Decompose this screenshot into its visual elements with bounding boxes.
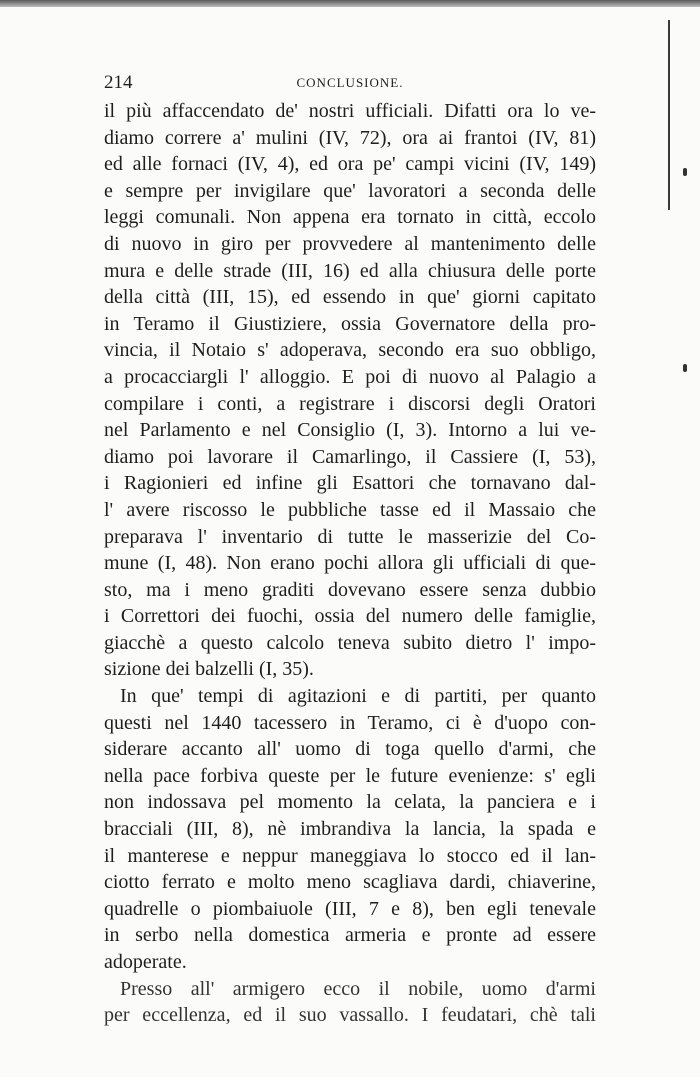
text-line: e sempre per invigilare que' lavoratori a seconda delle [104,179,596,202]
text-line: non indossava pel momento la celata, la panciera e i [104,791,596,814]
text-line: quadrelle o piombaiuole (III, 7 e 8), ben egli tenevale [104,897,596,920]
paragraph-end-line: sizione dei balzelli (I, 35). [104,658,314,681]
paragraph-end-line: adoperate. [104,951,187,973]
text-line: i Ragionieri ed infine gli Esattori che tornavano dal- [104,472,596,495]
text-line: diamo correre a' mulini (IV, 72), ora ai frantoi (IV, 81) [104,126,596,149]
text-line: l' avere riscosso le pubbliche tasse ed il Massaio che [104,498,596,521]
page-right-edge [668,20,670,210]
text-line: siderare accanto all' uomo di toga quello d'armi, che [104,738,596,761]
text-line: il più affaccendato de' nostri ufficiali. Difatti ora lo ve- [104,100,596,122]
page-number: 214 [104,72,133,93]
text-line: a procacciargli l' alloggio. E poi di nuovo al Palagio a [104,365,596,388]
text-line: nella pace forbiva queste per le future evenienze: s' egli [104,764,596,787]
text-line: leggi comunali. Non appena era tornato in città, eccolo [104,206,596,229]
text-line: giacchè a questo calcolo teneva subito dietro l' impo- [104,631,596,654]
text-line: ciotto ferrato e molto meno scagliava dardi, chiaverine, [104,871,596,894]
margin-mark [683,364,687,372]
text-line: i Correttori dei fuochi, ossia del numero delle famiglie, [104,605,596,628]
text-line: della città (III, 15), ed essendo in que' giorni capitato [104,286,596,309]
text-line: diamo poi lavorare il Camarlingo, il Cassiere (I, 53), [104,445,596,468]
body-text [104,98,596,1029]
margin-mark [683,168,687,176]
text-line: preparava l' inventario di tutte le masserizie del Co- [104,525,596,548]
text-line: questi nel 1440 tacessero in Teramo, ci è d'uopo con- [104,711,596,734]
text-line: bracciali (III, 8), nè imbrandiva la lancia, la spada e [104,818,596,841]
text-line: di nuovo in giro per provvedere al mantenimento delle [104,232,596,255]
page-top-edge [0,0,700,7]
text-line: per eccellenza, ed il suo vassallo. I feudatari, chè tali [104,1004,596,1027]
paragraph-first-line: Presso all' armigero ecco il nobile, uomo d'armi [120,977,596,1000]
text-line: compilare i conti, a registrare i discorsi degli Oratori [104,392,596,415]
text-line: vincia, il Notaio s' adoperava, secondo era suo obbligo, [104,339,596,362]
text-line: mura e delle strade (III, 16) ed alla chiusura delle porte [104,259,596,282]
page-header [104,72,596,96]
text-line: in Teramo il Giustiziere, ossia Governatore della pro- [104,312,596,335]
text-line: nel Parlamento e nel Consiglio (I, 3). Intorno a lui ve- [104,419,596,442]
text-line: ed alle fornaci (IV, 4), ed ora pe' campi vicini (IV, 149) [104,153,596,176]
paragraph-first-line: In que' tempi di agitazioni e di partiti, per quanto [120,685,596,708]
running-head: CONCLUSIONE. [296,75,404,90]
text-line: mune (I, 48). Non erano pochi allora gli ufficiali di que- [104,552,596,575]
text-line: in serbo nella domestica armeria e pronte ad essere [104,924,596,947]
text-line: sto, ma i meno graditi dovevano essere senza dubbio [104,578,596,601]
text-line: il manterese e neppur maneggiava lo stocco ed il lan- [104,844,596,867]
